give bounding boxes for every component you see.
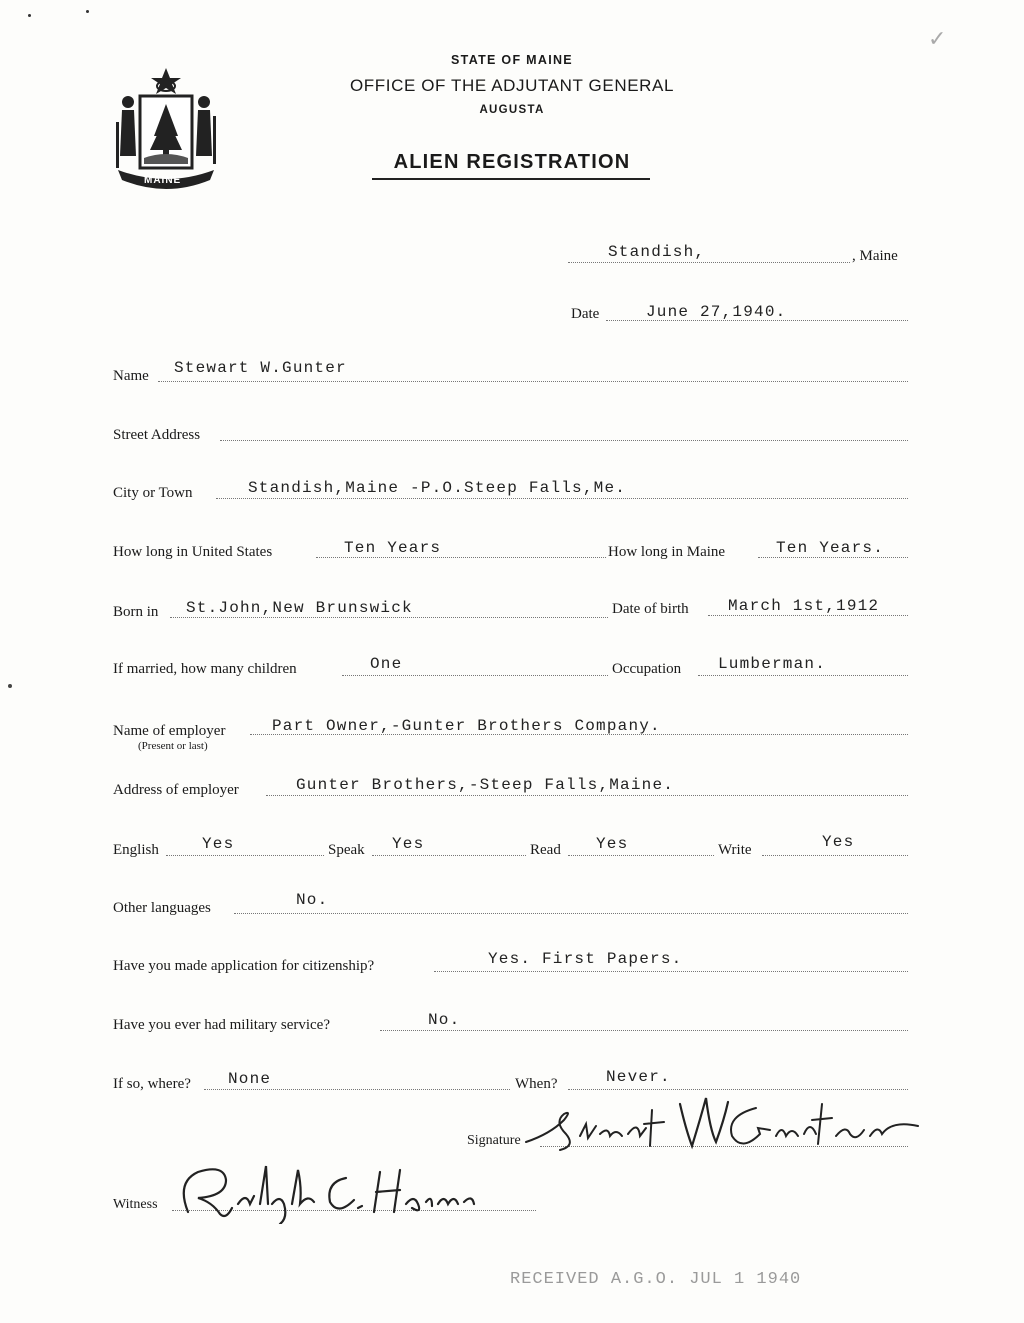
dob-label: Date of birth bbox=[612, 601, 689, 617]
where-label: If so, where? bbox=[113, 1076, 191, 1092]
born-in-value: St.John,New Brunswick bbox=[186, 599, 413, 617]
check-mark-icon: ✓ bbox=[928, 26, 947, 51]
other-languages-label: Other languages bbox=[113, 900, 211, 916]
witness-handwriting bbox=[168, 1158, 478, 1224]
name-label: Name bbox=[113, 368, 149, 384]
street-label: Street Address bbox=[113, 427, 201, 443]
received-stamp: RECEIVED A.G.O. JUL 1 1940 bbox=[510, 1270, 802, 1289]
town-value: Standish, bbox=[608, 243, 706, 261]
when-label: When? bbox=[515, 1076, 558, 1092]
city-field[interactable] bbox=[216, 498, 908, 499]
where-field[interactable] bbox=[204, 1089, 510, 1090]
how-long-maine-value: Ten Years. bbox=[776, 539, 885, 557]
english-field[interactable] bbox=[166, 855, 324, 856]
city-value: Standish,Maine -P.O.Steep Falls,Me. bbox=[248, 479, 627, 497]
english-label: English bbox=[113, 842, 159, 858]
scan-mark bbox=[86, 10, 89, 13]
witness-label: Witness bbox=[113, 1197, 158, 1212]
seal-banner-text: MAINE bbox=[144, 175, 182, 186]
write-value: Yes bbox=[822, 833, 855, 851]
born-in-field[interactable] bbox=[170, 617, 608, 618]
name-value: Stewart W.Gunter bbox=[174, 359, 347, 377]
other-languages-value: No. bbox=[296, 891, 329, 909]
occupation-label: Occupation bbox=[612, 661, 682, 677]
children-value: One bbox=[370, 655, 403, 673]
date-value: June 27,1940. bbox=[646, 303, 787, 321]
read-value: Yes bbox=[596, 835, 629, 853]
write-field[interactable] bbox=[762, 855, 908, 856]
children-field[interactable] bbox=[342, 675, 608, 676]
read-label: Read bbox=[530, 842, 561, 858]
born-in-label: Born in bbox=[113, 604, 159, 620]
scan-mark bbox=[8, 684, 12, 688]
city-heading: AUGUSTA bbox=[479, 104, 545, 116]
military-label: Have you ever had military service? bbox=[113, 1017, 330, 1033]
occupation-field[interactable] bbox=[698, 675, 908, 676]
date-label: Date bbox=[571, 306, 600, 322]
occupation-value: Lumberman. bbox=[718, 655, 827, 673]
office-heading: OFFICE OF THE ADJUTANT GENERAL bbox=[349, 76, 675, 95]
employer-address-field[interactable] bbox=[266, 795, 908, 796]
city-label: City or Town bbox=[113, 485, 193, 501]
how-long-maine-label: How long in Maine bbox=[608, 544, 726, 560]
citizenship-value: Yes. First Papers. bbox=[488, 950, 683, 968]
how-long-us-field[interactable] bbox=[316, 557, 606, 558]
citizenship-field[interactable] bbox=[434, 971, 908, 972]
children-label: If married, how many children bbox=[113, 661, 297, 677]
signature-handwriting bbox=[520, 1090, 920, 1158]
title-underline bbox=[372, 178, 650, 180]
how-long-us-value: Ten Years bbox=[344, 539, 442, 557]
signature-label: Signature bbox=[467, 1133, 521, 1148]
scan-mark bbox=[28, 14, 31, 17]
speak-value: Yes bbox=[392, 835, 425, 853]
read-field[interactable] bbox=[568, 855, 714, 856]
write-label: Write bbox=[718, 842, 752, 858]
employer-address-label: Address of employer bbox=[113, 782, 239, 798]
how-long-maine-field[interactable] bbox=[758, 557, 908, 558]
speak-label: Speak bbox=[328, 842, 365, 858]
english-value: Yes bbox=[202, 835, 235, 853]
dob-field[interactable] bbox=[708, 615, 908, 616]
name-field[interactable] bbox=[158, 381, 908, 382]
town-field[interactable] bbox=[568, 262, 850, 263]
employer-sublabel: (Present or last) bbox=[138, 740, 208, 752]
military-field[interactable] bbox=[380, 1030, 908, 1031]
citizenship-label: Have you made application for citizenship? bbox=[113, 958, 375, 974]
employer-address-value: Gunter Brothers,-Steep Falls,Maine. bbox=[296, 776, 675, 794]
page-title: ALIEN REGISTRATION bbox=[393, 151, 631, 173]
when-value: Never. bbox=[606, 1068, 671, 1086]
how-long-us-label: How long in United States bbox=[113, 544, 273, 560]
dob-value: March 1st,1912 bbox=[728, 597, 880, 615]
other-languages-field[interactable] bbox=[234, 913, 908, 914]
state-suffix: , Maine bbox=[852, 248, 898, 264]
employer-value: Part Owner,-Gunter Brothers Company. bbox=[272, 717, 661, 735]
state-heading: STATE OF MAINE bbox=[451, 53, 573, 67]
military-value: No. bbox=[428, 1011, 461, 1029]
where-value: None bbox=[228, 1070, 272, 1088]
speak-field[interactable] bbox=[372, 855, 526, 856]
street-field[interactable] bbox=[220, 440, 908, 441]
employer-label: Name of employer bbox=[113, 723, 226, 739]
